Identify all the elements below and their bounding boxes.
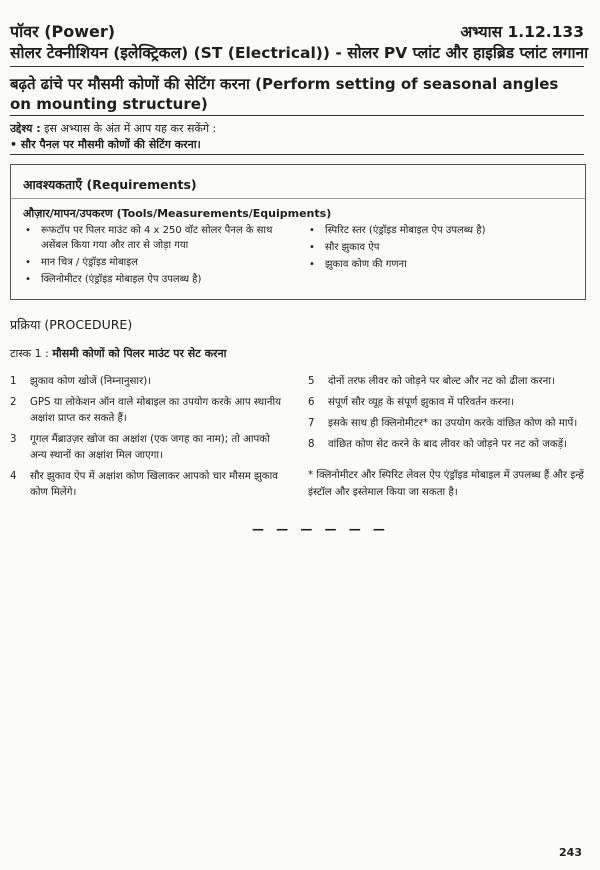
step-item <box>10 395 288 427</box>
objectives-label: उद्देश्य : <box>10 122 41 135</box>
section-title: पॉवर (Power) <box>10 22 116 41</box>
step-number: 6 <box>308 397 315 408</box>
requirements-divider <box>11 198 585 199</box>
step-item <box>308 374 586 390</box>
page-number: 243 <box>559 846 582 859</box>
step-text: सौर झुकाव ऐप में अक्षांश कोण खिलाकर आपको चार मौसम झुकाव कोण मिलेंगे। <box>30 471 278 498</box>
step-number: 3 <box>10 434 17 445</box>
task-heading <box>10 346 227 361</box>
step-item <box>308 437 586 453</box>
footnote: * क्लिनोमीटर और स्पिरिट लेवल ऐप एंड्रॉइड मोबाइल में उपलब्ध हैं और इन्हें इंस्टॉल और इस्तेमाल किया जा सकता है। <box>308 470 584 498</box>
step-number: 2 <box>10 397 17 408</box>
step-text: दोनों तरफ लीवर को जोड़ने पर बोल्ट और नट को ढीला करना। <box>328 376 555 387</box>
header-divider <box>10 66 584 67</box>
steps-left <box>10 374 288 506</box>
step-number: 5 <box>308 376 315 387</box>
step-text: संपूर्ण सौर व्यूह के संपूर्ण झुकाव में परिवर्तन करना। <box>328 397 515 408</box>
step-text: वांछित कोण सेट करने के बाद लीवर को जोड़ने पर नट को जकड़ें। <box>328 439 567 450</box>
requirements-list-left <box>23 223 293 289</box>
requirement-item: • मान चित्र / एंड्रॉइड मोबाइल <box>23 255 293 270</box>
objectives-heading <box>10 121 216 136</box>
step-item <box>10 374 288 390</box>
requirement-item: • रूफटॉप पर पिलर माउंट को 4 x 250 वॉट सोलर पैनल के साथ असेंबल किया गया और तार से जोड़ा गया <box>23 223 293 253</box>
task-title: मौसमी कोणों को पिलर माउंट पर सेट करना <box>52 347 227 360</box>
step-item <box>308 416 586 432</box>
end-mark: — — — — — — <box>252 522 389 536</box>
requirements-list-right <box>307 223 577 274</box>
step-number: 4 <box>10 471 17 482</box>
requirement-item: • झुकाव कोण की गणना <box>307 257 577 272</box>
objective-item: • सौर पैनल पर मौसमी कोणों की सेटिंग करना। <box>10 138 201 151</box>
procedure-title: प्रक्रिया (PROCEDURE) <box>10 317 133 332</box>
tools-subtitle: औज़ार/मापन/उपकरण (Tools/Measurements/Equipments) <box>23 207 332 220</box>
steps-right <box>308 374 586 458</box>
exercise-number: अभ्यास 1.12.133 <box>460 23 584 41</box>
step-item <box>10 432 288 464</box>
step-text: इसके साथ ही क्लिनोमीटर* का उपयोग करके वांछित कोण को मापें। <box>328 418 578 429</box>
step-item <box>10 469 288 501</box>
requirement-item: • स्पिरिट स्तर (एंड्रॉइड मोबाइल ऐप उपलब्ध है) <box>307 223 577 238</box>
step-number: 7 <box>308 418 315 429</box>
step-text: झुकाव कोण खोजें (निम्नानुसार)। <box>30 376 152 387</box>
requirements-box <box>10 164 586 300</box>
requirement-item: • सौर झुकाव ऐप <box>307 240 577 255</box>
step-text: GPS या लोकेशन ऑन वाले मोबाइल का उपयोग करके आप स्थानीय अक्षांश प्राप्त कर सकते हैं। <box>30 397 282 424</box>
course-title: सोलर टेक्नीशियन (इलेक्ट्रिकल) (ST (Electrical)) - सोलर PV प्लांट और हाइब्रिड प्लांट लगाना <box>10 44 589 62</box>
task-label: टास्क 1 : <box>10 347 53 360</box>
header-row <box>10 20 584 40</box>
step-number: 1 <box>10 376 17 387</box>
objectives-divider <box>10 154 584 155</box>
objectives-intro: इस अभ्यास के अंत में आप यह कर सकेंगे : <box>40 122 217 135</box>
requirements-title: आवश्यकताएँ (Requirements) <box>23 177 197 192</box>
exercise-title: बढ़ते ढांचे पर मौसमी कोणों की सेटिंग करना (Perform setting of seasonal angles on mounting structure) <box>10 75 559 113</box>
requirement-item: • क्लिनोमीटर (एंड्रॉइड मोबाइल ऐप उपलब्ध है) <box>23 272 293 287</box>
step-item <box>308 395 586 411</box>
title-divider <box>10 115 584 116</box>
step-number: 8 <box>308 439 315 450</box>
step-text: गूगल मैंब्राउज़र खोज का अक्षांश (एक जगह का नाम); तो आपको अन्य स्थानों का अक्षांश मिल जाएगा। <box>30 434 270 461</box>
